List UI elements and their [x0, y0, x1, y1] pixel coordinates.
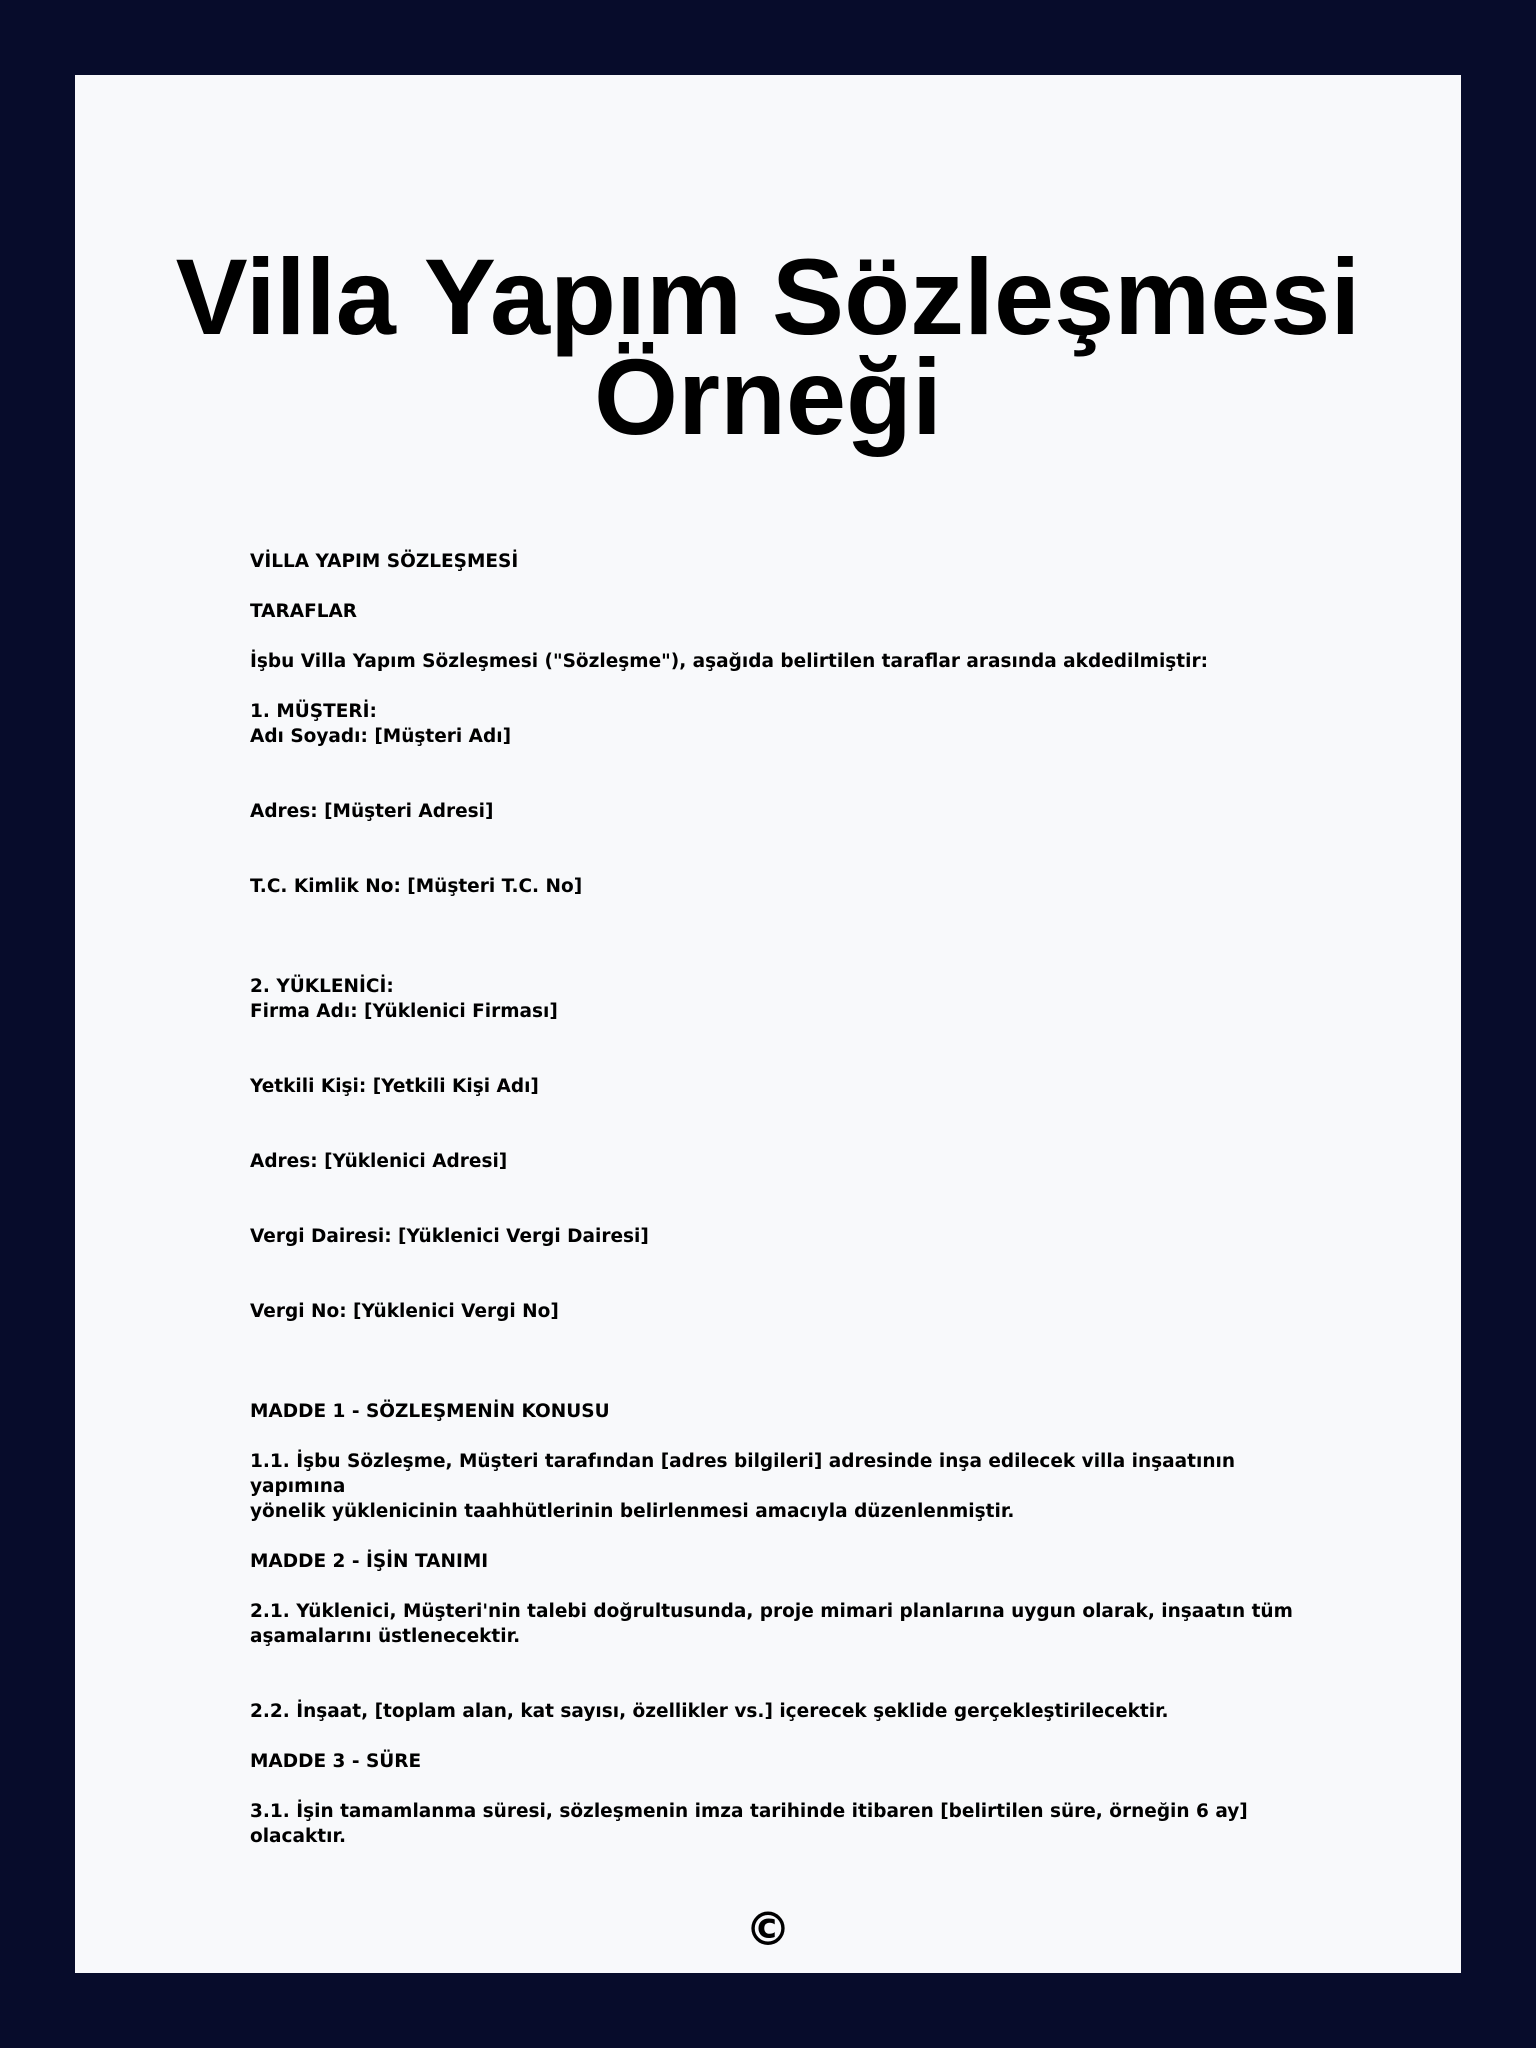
article-2-1: 2.1. Yüklenici, Müşteri'nin talebi doğrultusunda, proje mimari planlarına uygun olarak, inşaatın tüm aşamalarını üstlenecektir.	[250, 1601, 1293, 1647]
contractor-tax-number: Vergi No: [Yüklenici Vergi No]	[250, 1301, 559, 1322]
contract-heading: VİLLA YAPIM SÖZLEŞMESİ	[250, 551, 519, 572]
article-2-2: 2.2. İnşaat, [toplam alan, kat sayısı, özellikler vs.] içerecek şeklide gerçekleştirilecektir.	[250, 1701, 1169, 1722]
article-1-heading: MADDE 1 - SÖZLEŞMENİN KONUSU	[250, 1401, 610, 1422]
parties-intro: İşbu Villa Yapım Sözleşmesi ("Sözleşme"), aşağıda belirtilen taraflar arasında akdedilmiştir:	[250, 651, 1208, 672]
document-page	[75, 75, 1461, 1973]
document-body	[250, 549, 1330, 1849]
contractor-firm: 2. YÜKLENİCİ: Firma Adı: [Yüklenici Firması]	[250, 976, 558, 1022]
customer-name: 1. MÜŞTERİ: Adı Soyadı: [Müşteri Adı]	[250, 701, 512, 747]
customer-id-number: T.C. Kimlik No: [Müşteri T.C. No]	[250, 876, 583, 897]
document-title	[75, 236, 1461, 457]
article-1-1: 1.1. İşbu Sözleşme, Müşteri tarafından [adres bilgileri] adresinde inşa edilecek villa inşaatının yapımına yönelik yüklenicinin taahhütlerinin belirlenmesi amacıyla düzenlenmiştir.	[250, 1451, 1236, 1522]
contractor-tax-office: Vergi Dairesi: [Yüklenici Vergi Dairesi]	[250, 1226, 649, 1247]
title-line-1: Villa Yapım Sözleşmesi	[175, 236, 1361, 357]
article-3-1: 3.1. İşin tamamlanma süresi, sözleşmenin imza tarihinde itibaren [belirtilen süre, örneğin 6 ay] olacaktır.	[250, 1801, 1248, 1847]
article-2-heading: MADDE 2 - İŞİN TANIMI	[250, 1551, 489, 1572]
parties-heading: TARAFLAR	[250, 601, 358, 622]
article-3-heading: MADDE 3 - SÜRE	[250, 1751, 422, 1772]
customer-address: Adres: [Müşteri Adresi]	[250, 801, 494, 822]
contractor-authorized-person: Yetkili Kişi: [Yetkili Kişi Adı]	[250, 1076, 539, 1097]
title-line-2: Örneği	[593, 336, 943, 457]
copyright-icon: ©	[745, 1902, 791, 1956]
contractor-address: Adres: [Yüklenici Adresi]	[250, 1151, 508, 1172]
